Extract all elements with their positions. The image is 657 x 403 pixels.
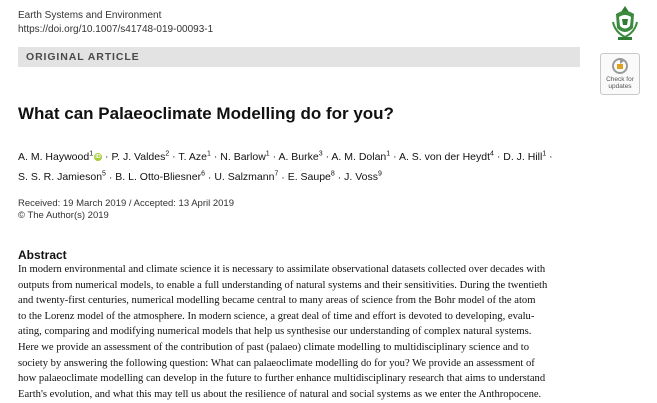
author-name[interactable]: S. S. R. Jamieson: [18, 171, 103, 183]
abstract-line: outputs from numerical models, to enable a full understanding of natural systems and their sensitivities. During the twentieth: [18, 279, 548, 291]
author-entry: [115, 171, 205, 183]
check-for-updates-icon: [601, 54, 639, 76]
author-affiliation: 6: [201, 170, 205, 178]
author-name[interactable]: B. L. Otto-Bliesner: [115, 171, 202, 183]
author-entry: [18, 151, 102, 163]
author-affiliation: 3: [318, 150, 323, 157]
author-affiliation: 5: [102, 170, 106, 178]
author-name[interactable]: A. Burke: [278, 150, 319, 163]
author-entry: [178, 151, 211, 163]
author-entry: [503, 151, 546, 163]
author-name[interactable]: J. Voss: [344, 171, 378, 183]
author-entry: [18, 171, 106, 183]
abstract-line: Earth's evolution, and what this may tell us about the resilience of natural and social systems as we enter the Anthropocene.: [18, 388, 542, 400]
author-separator: ·: [102, 150, 112, 163]
abstract-line: society by answering the following question: What can palaeoclimate modelling do for you? We provide an assessment of: [18, 357, 535, 369]
doi-link[interactable]: https://doi.org/10.1007/s41748-019-00093-1: [18, 24, 214, 35]
author-separator: ·: [334, 171, 345, 183]
article-title: What can Palaeoclimate Modelling do for you?: [18, 104, 394, 123]
author-separator: ·: [269, 150, 279, 163]
author-name[interactable]: P. J. Valdes: [111, 150, 166, 163]
author-affiliation: 1: [89, 150, 94, 157]
author-separator: ·: [322, 150, 332, 163]
abstract-line: Here we provide an assessment of the contribution of past (palaeo) climate modelling to multidisciplinary science and to: [18, 341, 529, 353]
abstract-line: how palaeoclimate modelling can develop in the future to further enhance multidisciplinary research that aims to understand: [18, 373, 546, 385]
author-separator: ·: [105, 171, 116, 183]
copyright-notice: © The Author(s) 2019: [18, 210, 109, 221]
abstract-line: ating, comparing and modifying numerical models that help us synthesise our understanding of complex natural systems.: [18, 326, 532, 338]
author-entry: [220, 151, 269, 163]
author-separator: ·: [390, 150, 399, 163]
abstract-line: to the Lorenz model of the atmosphere. In modern science, a great deal of time and effort is devoted to developing, evalu-: [18, 310, 535, 322]
author-entry: [399, 151, 494, 163]
author-affiliation: 1: [207, 150, 211, 157]
author-affiliation: 2: [165, 150, 170, 157]
author-name[interactable]: A. M. Dolan: [331, 150, 387, 163]
author-affiliation: 9: [378, 170, 382, 178]
author-affiliation: 7: [274, 170, 279, 178]
author-name[interactable]: A. M. Haywood: [18, 150, 90, 163]
abstract-heading: Abstract: [18, 248, 67, 262]
orcid-icon[interactable]: iD: [95, 153, 101, 160]
abstract-body: [18, 262, 644, 402]
author-name[interactable]: D. J. Hill: [503, 150, 543, 163]
journal-crest-icon: [610, 4, 640, 42]
author-name[interactable]: A. S. von der Heydt: [398, 150, 490, 163]
author-list: [18, 145, 638, 186]
author-separator: ·: [204, 171, 215, 183]
author-separator: ·: [546, 150, 553, 163]
author-separator: ·: [169, 150, 179, 163]
author-entry: [214, 171, 278, 183]
author-entry: [288, 171, 335, 183]
author-affiliation: 4: [490, 150, 494, 157]
author-name[interactable]: E. Saupe: [287, 171, 331, 183]
author-separator: ·: [210, 150, 221, 163]
received-accepted-dates: Received: 19 March 2019 / Accepted: 13 April 2019: [18, 198, 234, 209]
author-entry: [331, 151, 390, 163]
author-affiliation: 8: [330, 170, 335, 178]
author-affiliation: 1: [542, 150, 547, 157]
author-affiliation: 1: [265, 150, 270, 157]
author-entry: [344, 171, 382, 183]
author-name[interactable]: U. Salzmann: [214, 171, 275, 183]
author-entry: [278, 151, 322, 163]
check-for-updates-button[interactable]: [600, 53, 640, 95]
check-for-updates-label: Check for updates: [606, 76, 634, 90]
author-name[interactable]: N. Barlow: [220, 150, 266, 163]
article-type-band: [18, 47, 580, 67]
author-affiliation: 1: [386, 150, 391, 157]
author-name[interactable]: T. Aze: [178, 150, 208, 163]
abstract-line: and twenty-first centuries, numerical modelling became central to many areas of science from the Bohr model of the atom: [18, 295, 536, 307]
author-separator: ·: [493, 150, 504, 163]
article-type-label: ORIGINAL ARTICLE: [26, 51, 140, 63]
journal-name: Earth Systems and Environment: [18, 10, 162, 21]
author-entry: [111, 151, 169, 163]
abstract-line: In modern environmental and climate science it is necessary to assimilate observational datasets collected over decades with: [18, 264, 546, 275]
author-separator: ·: [278, 171, 288, 183]
